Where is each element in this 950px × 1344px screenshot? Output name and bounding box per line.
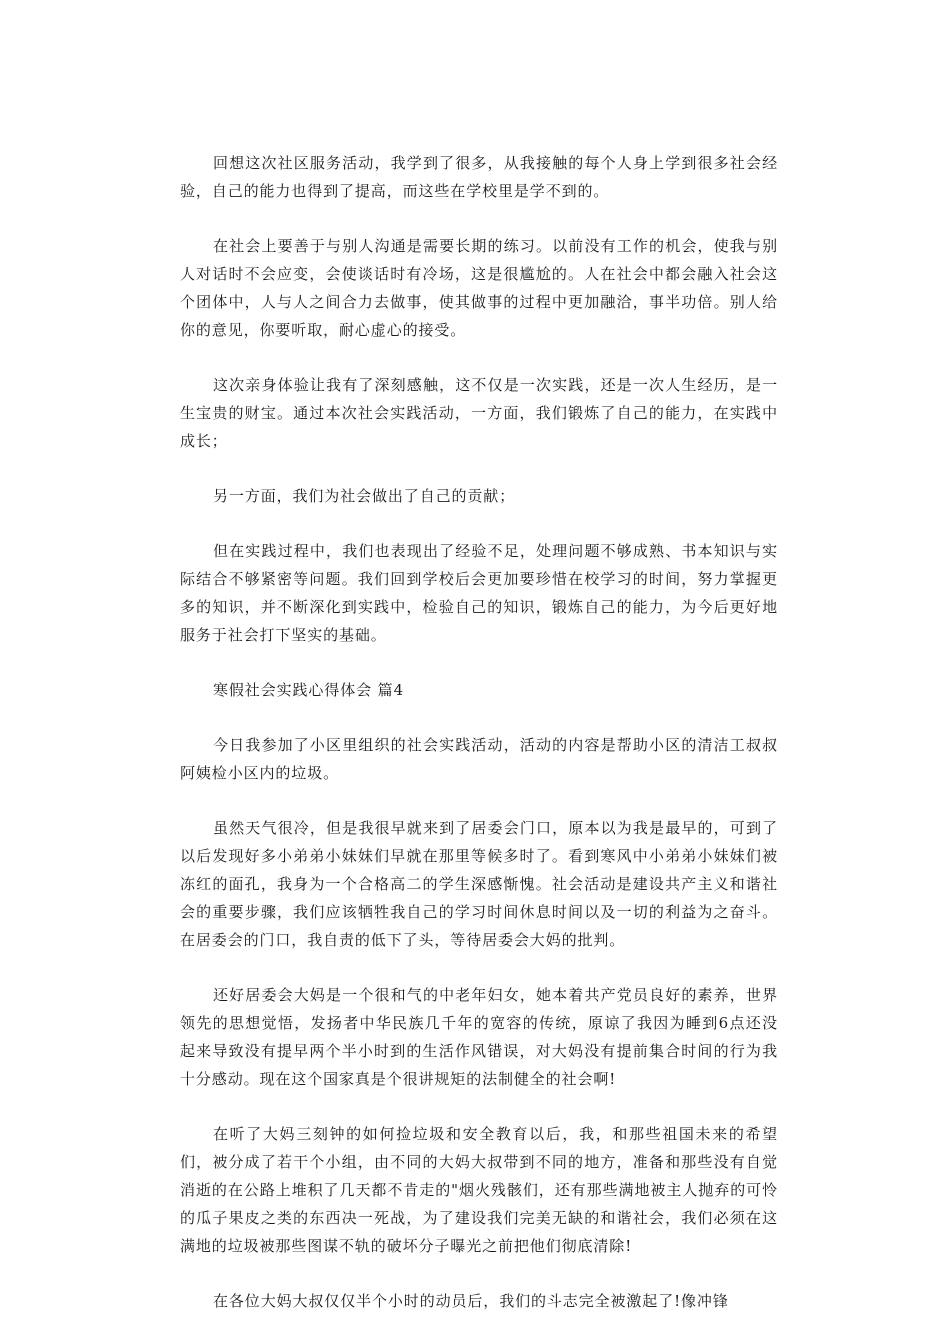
paragraph-contribution: 另一方面，我们为社会做出了自己的贡献； bbox=[213, 487, 516, 505]
document-body bbox=[180, 149, 778, 1342]
paragraph-grouping: 在听了大妈三刻钟的如何捡垃圾和安全教育以后，我，和那些祖国未来的希望们，被分成了若干个小组，由不同的大妈大叔带到不同的地方，准备和那些没有自觉消逝的在公路上堆积了几天都不肯走的"烟火残骸们，还有那些满地被主人抛弃的可怜的瓜子果皮之类的东西决一死战，为了建设我们完美无缺的和谐社会，我们必须在这满地的垃圾被那些图谋不轨的破坏分子曝光之前把他们彻底清除! bbox=[180, 1125, 778, 1255]
paragraph-communication: 在社会上要善于与别人沟通是需要长期的练习。以前没有工作的机会，使我与别人对话时不会应变，会使谈话时有冷场，这是很尴尬的。人在社会中都会融入社会这个团体中，人与人之间合力去做事，使其做事的过程中更加融洽，事半功倍。别人给你的意见，你要听取，耐心虚心的接受。 bbox=[180, 237, 778, 339]
paragraph-experience: 这次亲身体验让我有了深刻感触，这不仅是一次实践，还是一次人生经历，是一生宝贵的财宝。通过本次社会实践活动，一方面，我们锻炼了自己的能力，在实践中成长； bbox=[180, 376, 778, 450]
paragraph-committee-aunt: 还好居委会大妈是一个很和气的中老年妇女，她本着共产党员良好的素养，世界领先的思想觉悟，发扬者中华民族几千年的宽容的传统，原谅了我因为睡到6点还没起来导致没有提早两个半小时到的生活作风错误，对大妈没有提前集合时间的行为我十分感动。现在这个国家真是个很讲规矩的法制健全的社会啊! bbox=[180, 986, 778, 1088]
paragraph-mobilization: 在各位大妈大叔仅仅半个小时的动员后，我们的斗志完全被激起了!像冲锋 bbox=[213, 1292, 729, 1310]
paragraph-arrival: 虽然天气很冷，但是我很早就来到了居委会门口，原本以为我是最早的，可到了以后发现好多小弟弟小妹妹们早就在那里等候多时了。看到寒风中小弟弟小妹妹们被冻红的面孔，我身为一个合格高二的学生深感惭愧。社会活动是建设共产主义和谐社会的重要步骤，我们应该牺牲我自己的学习时间休息时间以及一切的利益为之奋斗。在居委会的门口，我自责的低下了头，等待居委会大妈的批判。 bbox=[180, 819, 778, 949]
section-heading: 寒假社会实践心得体会 篇4 bbox=[213, 681, 405, 699]
paragraph-shortcomings: 但在实践过程中，我们也表现出了经验不足，处理问题不够成熟、书本知识与实际结合不够紧密等问题。我们回到学校后会更加要珍惜在校学习的时间，努力掌握更多的知识，并不断深化到实践中，检验自己的知识，锻炼自己的能力，为今后更好地服务于社会打下坚实的基础。 bbox=[180, 542, 778, 644]
paragraph-activity-intro: 今日我参加了小区里组织的社会实践活动，活动的内容是帮助小区的清洁工叔叔阿姨检小区内的垃圾。 bbox=[180, 736, 778, 782]
paragraph-reflection: 回想这次社区服务活动，我学到了很多，从我接触的每个人身上学到很多社会经验，自己的能力也得到了提高，而这些在学校里是学不到的。 bbox=[180, 154, 778, 200]
